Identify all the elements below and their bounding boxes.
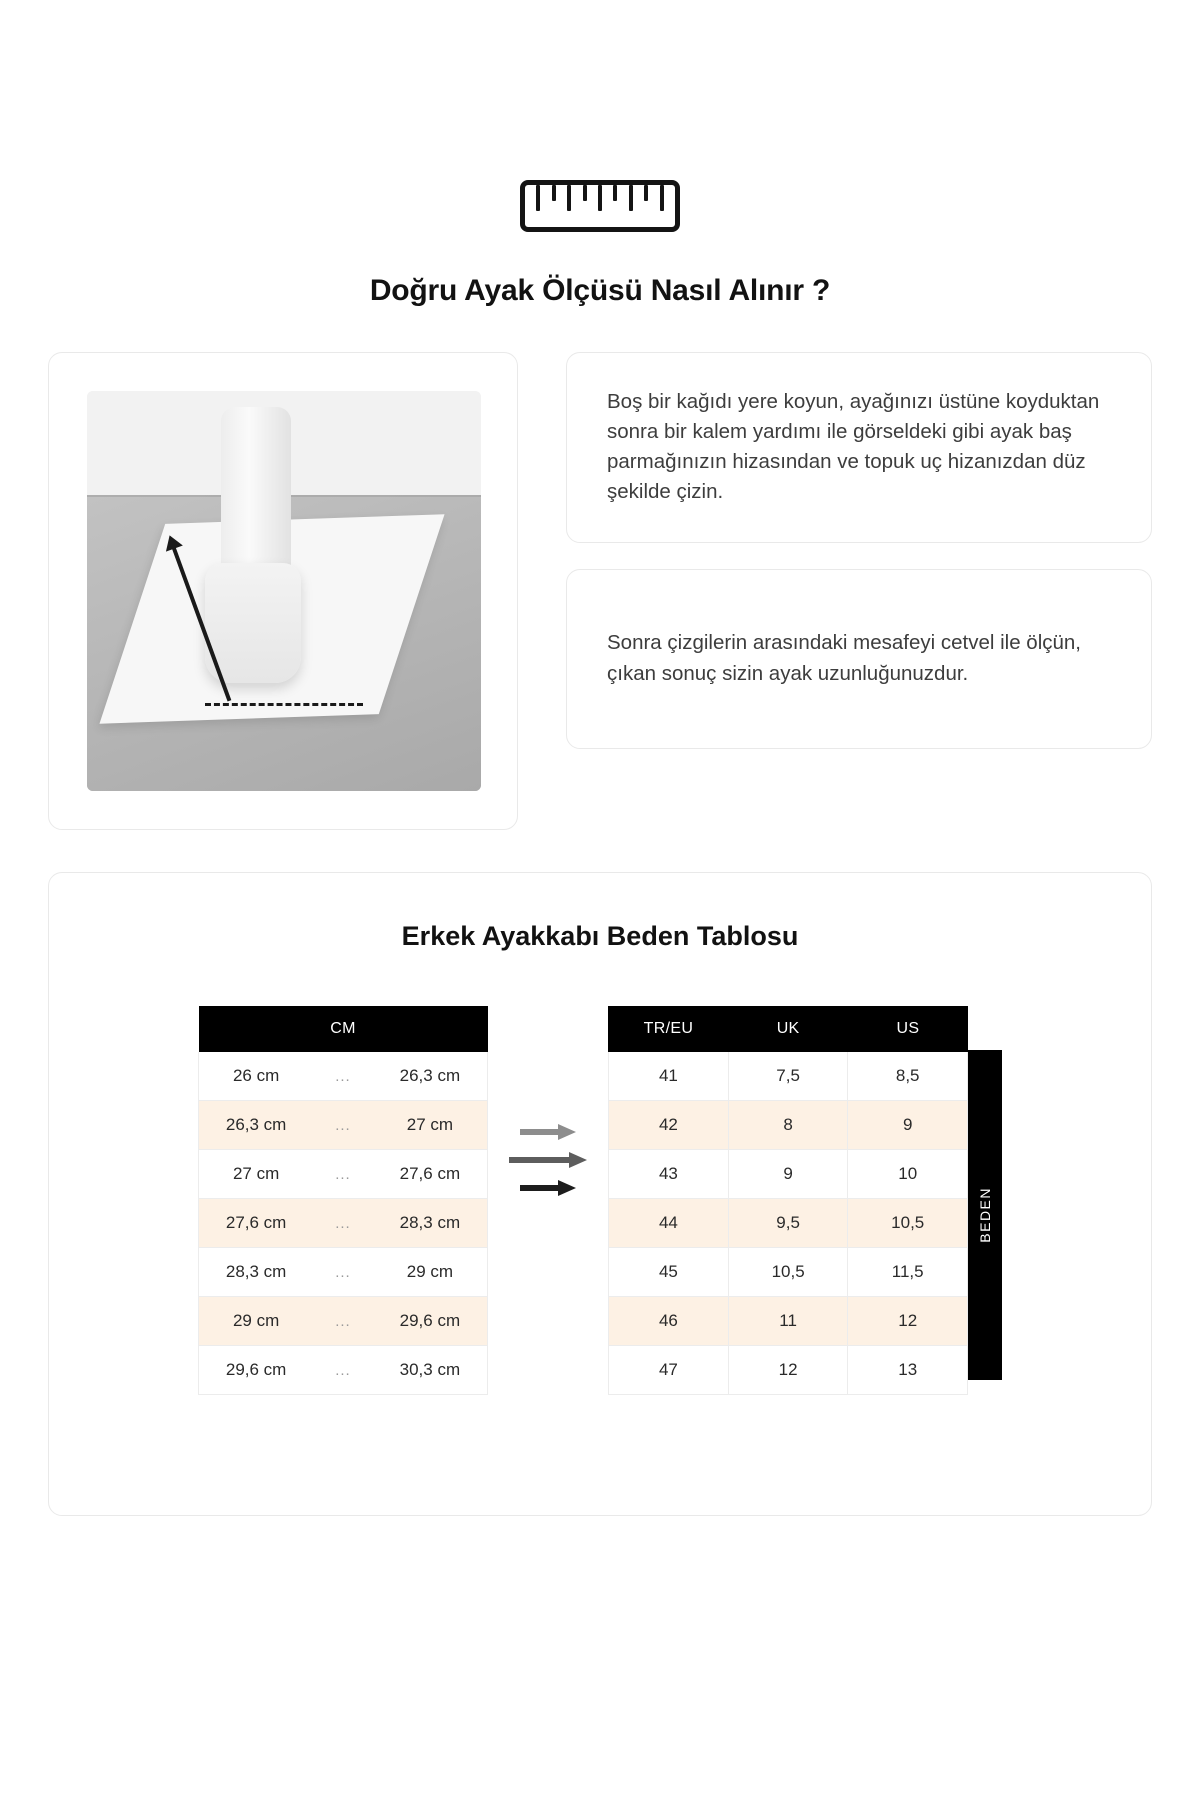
instruction-text-column xyxy=(566,352,1152,749)
instruction-text-2: Sonra çizgilerin arasındaki mesafeyi cetvel ile ölçün, çıkan sonuç sizin ayak uzunluğunuzdur. xyxy=(607,631,1082,685)
table-row xyxy=(609,1297,968,1346)
table-row xyxy=(609,1199,968,1248)
instruction-card-2 xyxy=(566,569,1152,749)
cm-table xyxy=(198,1006,488,1395)
size-uk: 8 xyxy=(728,1101,848,1150)
arrow-right-icon xyxy=(520,1180,576,1196)
size-us: 10 xyxy=(848,1150,968,1199)
ruler-icon-wrap xyxy=(48,0,1152,232)
size-header-tr-eu: TR/EU xyxy=(609,1006,729,1052)
cm-dots: ... xyxy=(313,1297,373,1346)
size-us: 13 xyxy=(848,1346,968,1395)
size-tr-eu: 44 xyxy=(609,1199,729,1248)
table-row xyxy=(609,1150,968,1199)
size-us: 10,5 xyxy=(848,1199,968,1248)
beden-side-label xyxy=(968,1050,1002,1380)
size-tables-wrap xyxy=(89,1006,1111,1395)
size-uk: 12 xyxy=(728,1346,848,1395)
cm-to: 26,3 cm xyxy=(373,1052,488,1101)
cm-table-header-row xyxy=(199,1006,488,1052)
cm-from: 27 cm xyxy=(199,1150,314,1199)
size-tr-eu: 47 xyxy=(609,1346,729,1395)
size-us: 8,5 xyxy=(848,1052,968,1101)
table-row xyxy=(199,1052,488,1101)
table-row xyxy=(609,1101,968,1150)
table-row xyxy=(199,1346,488,1395)
size-uk: 9 xyxy=(728,1150,848,1199)
cm-to: 30,3 cm xyxy=(373,1346,488,1395)
cm-to: 28,3 cm xyxy=(373,1199,488,1248)
table-row xyxy=(609,1248,968,1297)
size-uk: 9,5 xyxy=(728,1199,848,1248)
cm-dots: ... xyxy=(313,1199,373,1248)
table-row xyxy=(199,1297,488,1346)
arrow-right-icon xyxy=(509,1152,587,1168)
table-row xyxy=(199,1248,488,1297)
table-row xyxy=(609,1052,968,1101)
size-header-us: US xyxy=(848,1006,968,1052)
size-tr-eu: 41 xyxy=(609,1052,729,1101)
size-conversion-table xyxy=(608,1006,968,1395)
size-uk: 10,5 xyxy=(728,1248,848,1297)
table-row xyxy=(199,1150,488,1199)
cm-dots: ... xyxy=(313,1346,373,1395)
size-tr-eu: 45 xyxy=(609,1248,729,1297)
page-title: Doğru Ayak Ölçüsü Nasıl Alınır ? xyxy=(369,274,831,307)
size-table-header-row xyxy=(609,1006,968,1052)
cm-from: 29 cm xyxy=(199,1297,314,1346)
cm-to: 29 cm xyxy=(373,1248,488,1297)
size-us: 11,5 xyxy=(848,1248,968,1297)
beden-label-text: BEDEN xyxy=(977,1187,993,1243)
cm-dots: ... xyxy=(313,1150,373,1199)
size-uk: 11 xyxy=(728,1297,848,1346)
size-uk: 7,5 xyxy=(728,1052,848,1101)
table-row xyxy=(199,1199,488,1248)
cm-header: CM xyxy=(199,1006,488,1052)
cm-dots: ... xyxy=(313,1248,373,1297)
size-table-title: Erkek Ayakkabı Beden Tablosu xyxy=(401,921,799,951)
cm-to: 27 cm xyxy=(373,1101,488,1150)
cm-from: 26,3 cm xyxy=(199,1101,314,1150)
instruction-text-1: Boş bir kağıdı yere koyun, ayağınızı üstüne koyduktan sonra bir kalem yardımı ile görseldeki gibi ayak baş parmağınızın hizasından ve topuk uç hizanızdan düz şekilde çizin. xyxy=(607,390,1100,504)
illustration-card xyxy=(48,352,518,830)
cm-from: 27,6 cm xyxy=(199,1199,314,1248)
cm-dots: ... xyxy=(313,1052,373,1101)
size-header-uk: UK xyxy=(728,1006,848,1052)
conversion-arrows xyxy=(488,1006,608,1196)
cm-to: 27,6 cm xyxy=(373,1150,488,1199)
size-us: 9 xyxy=(848,1101,968,1150)
size-tr-eu: 42 xyxy=(609,1101,729,1150)
size-tr-eu: 43 xyxy=(609,1150,729,1199)
size-us: 12 xyxy=(848,1297,968,1346)
cm-to: 29,6 cm xyxy=(373,1297,488,1346)
size-tr-eu: 46 xyxy=(609,1297,729,1346)
arrow-right-icon xyxy=(520,1124,576,1140)
cm-dots: ... xyxy=(313,1101,373,1150)
instructions-row xyxy=(48,352,1152,830)
foot-measuring-illustration xyxy=(87,391,481,791)
cm-from: 26 cm xyxy=(199,1052,314,1101)
cm-from: 28,3 cm xyxy=(199,1248,314,1297)
table-row xyxy=(199,1101,488,1150)
table-row xyxy=(609,1346,968,1395)
ruler-icon xyxy=(520,180,680,232)
size-table-card xyxy=(48,872,1152,1516)
cm-from: 29,6 cm xyxy=(199,1346,314,1395)
instruction-card-1 xyxy=(566,352,1152,543)
